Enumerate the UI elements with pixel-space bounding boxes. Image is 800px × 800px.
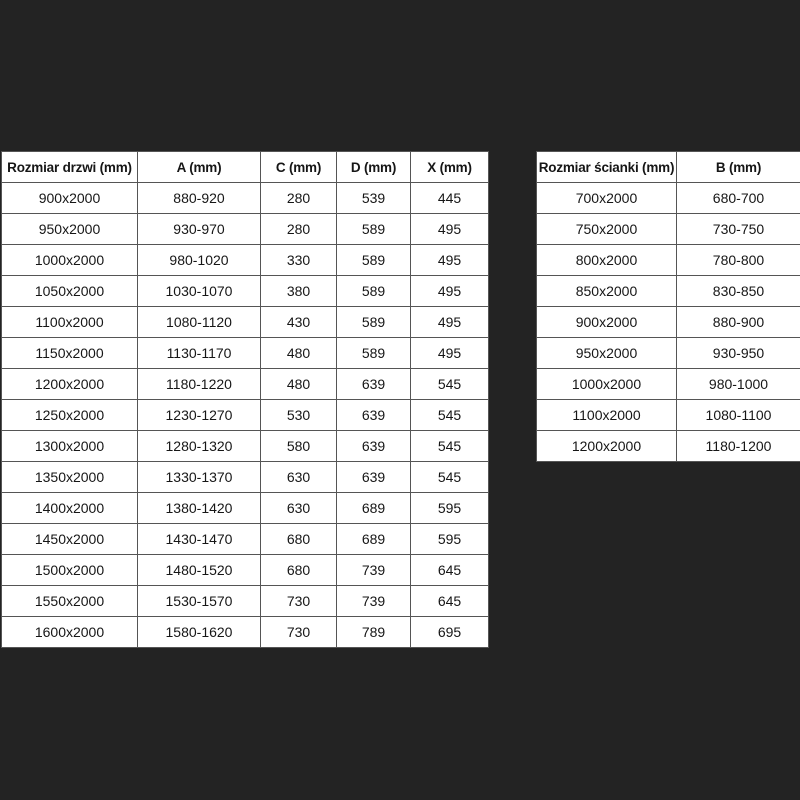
table-cell: 380 <box>261 276 337 307</box>
table-cell: 1430-1470 <box>138 524 261 555</box>
table-cell: 330 <box>261 245 337 276</box>
table-cell: 800x2000 <box>537 245 677 276</box>
column-header: Rozmiar ścianki (mm) <box>537 152 677 183</box>
wall-sizes-header-row <box>537 152 800 183</box>
table-cell: 639 <box>337 431 411 462</box>
table-row <box>537 369 800 400</box>
table-cell: 445 <box>411 183 489 214</box>
table-cell: 630 <box>261 493 337 524</box>
table-cell: 1100x2000 <box>537 400 677 431</box>
table-cell: 900x2000 <box>537 307 677 338</box>
table-cell: 1280-1320 <box>138 431 261 462</box>
table-row <box>2 586 489 617</box>
table-cell: 589 <box>337 276 411 307</box>
table-cell: 495 <box>411 214 489 245</box>
table-row <box>537 338 800 369</box>
column-header: D (mm) <box>337 152 411 183</box>
table-cell: 1500x2000 <box>2 555 138 586</box>
table-cell: 1380-1420 <box>138 493 261 524</box>
table-cell: 850x2000 <box>537 276 677 307</box>
table-cell: 1300x2000 <box>2 431 138 462</box>
table-cell: 730-750 <box>677 214 800 245</box>
table-cell: 730 <box>261 617 337 648</box>
table-cell: 1530-1570 <box>138 586 261 617</box>
table-cell: 1180-1220 <box>138 369 261 400</box>
table-row <box>2 462 489 493</box>
table-cell: 495 <box>411 338 489 369</box>
table-cell: 280 <box>261 183 337 214</box>
table-cell: 930-970 <box>138 214 261 245</box>
table-cell: 700x2000 <box>537 183 677 214</box>
table-row <box>2 400 489 431</box>
table-cell: 580 <box>261 431 337 462</box>
table-cell: 645 <box>411 586 489 617</box>
table-row <box>2 431 489 462</box>
table-cell: 680 <box>261 555 337 586</box>
table-cell: 680-700 <box>677 183 800 214</box>
table-row <box>2 214 489 245</box>
table-row <box>537 400 800 431</box>
table-cell: 980-1000 <box>677 369 800 400</box>
table-cell: 495 <box>411 245 489 276</box>
table-row <box>537 307 800 338</box>
table-cell: 480 <box>261 338 337 369</box>
table-cell: 630 <box>261 462 337 493</box>
table-cell: 1080-1100 <box>677 400 800 431</box>
column-header: Rozmiar drzwi (mm) <box>2 152 138 183</box>
table-cell: 495 <box>411 307 489 338</box>
table-cell: 739 <box>337 586 411 617</box>
table-cell: 689 <box>337 493 411 524</box>
table-cell: 1100x2000 <box>2 307 138 338</box>
table-cell: 780-800 <box>677 245 800 276</box>
table-cell: 639 <box>337 369 411 400</box>
table-cell: 980-1020 <box>138 245 261 276</box>
table-row <box>2 245 489 276</box>
table-cell: 1350x2000 <box>2 462 138 493</box>
table-cell: 495 <box>411 276 489 307</box>
table-row <box>2 555 489 586</box>
table-cell: 830-850 <box>677 276 800 307</box>
table-cell: 1230-1270 <box>138 400 261 431</box>
table-cell: 545 <box>411 462 489 493</box>
table-cell: 1600x2000 <box>2 617 138 648</box>
table-cell: 539 <box>337 183 411 214</box>
table-cell: 589 <box>337 307 411 338</box>
table-cell: 589 <box>337 214 411 245</box>
table-cell: 880-920 <box>138 183 261 214</box>
table-cell: 1150x2000 <box>2 338 138 369</box>
wall-sizes-table <box>536 151 800 462</box>
table-cell: 589 <box>337 338 411 369</box>
table-cell: 1200x2000 <box>2 369 138 400</box>
table-row <box>537 183 800 214</box>
table-row <box>537 276 800 307</box>
table-cell: 1000x2000 <box>2 245 138 276</box>
table-cell: 639 <box>337 400 411 431</box>
table-cell: 280 <box>261 214 337 245</box>
column-header: C (mm) <box>261 152 337 183</box>
table-cell: 880-900 <box>677 307 800 338</box>
table-row <box>537 245 800 276</box>
table-row <box>2 338 489 369</box>
table-row <box>2 493 489 524</box>
table-cell: 950x2000 <box>2 214 138 245</box>
table-cell: 1330-1370 <box>138 462 261 493</box>
table-cell: 1180-1200 <box>677 431 800 462</box>
table-row <box>2 369 489 400</box>
table-cell: 1580-1620 <box>138 617 261 648</box>
table-cell: 1050x2000 <box>2 276 138 307</box>
table-cell: 595 <box>411 524 489 555</box>
table-cell: 1080-1120 <box>138 307 261 338</box>
table-cell: 545 <box>411 431 489 462</box>
table-row <box>537 214 800 245</box>
table-cell: 645 <box>411 555 489 586</box>
table-cell: 680 <box>261 524 337 555</box>
column-header: X (mm) <box>411 152 489 183</box>
table-cell: 1550x2000 <box>2 586 138 617</box>
table-cell: 530 <box>261 400 337 431</box>
door-sizes-header-row <box>2 152 489 183</box>
table-cell: 930-950 <box>677 338 800 369</box>
table-cell: 595 <box>411 493 489 524</box>
table-cell: 1030-1070 <box>138 276 261 307</box>
table-cell: 589 <box>337 245 411 276</box>
table-cell: 430 <box>261 307 337 338</box>
table-cell: 480 <box>261 369 337 400</box>
table-cell: 1250x2000 <box>2 400 138 431</box>
table-row <box>2 307 489 338</box>
door-sizes-table <box>1 151 489 648</box>
table-cell: 639 <box>337 462 411 493</box>
table-cell: 545 <box>411 369 489 400</box>
table-cell: 750x2000 <box>537 214 677 245</box>
table-cell: 789 <box>337 617 411 648</box>
column-header: A (mm) <box>138 152 261 183</box>
table-cell: 1200x2000 <box>537 431 677 462</box>
table-cell: 1400x2000 <box>2 493 138 524</box>
table-row <box>2 617 489 648</box>
column-header: B (mm) <box>677 152 800 183</box>
table-cell: 1000x2000 <box>537 369 677 400</box>
table-cell: 689 <box>337 524 411 555</box>
table-cell: 1130-1170 <box>138 338 261 369</box>
table-cell: 950x2000 <box>537 338 677 369</box>
table-cell: 739 <box>337 555 411 586</box>
table-cell: 545 <box>411 400 489 431</box>
table-cell: 1450x2000 <box>2 524 138 555</box>
table-row <box>537 431 800 462</box>
table-cell: 730 <box>261 586 337 617</box>
table-cell: 900x2000 <box>2 183 138 214</box>
table-cell: 1480-1520 <box>138 555 261 586</box>
table-cell: 695 <box>411 617 489 648</box>
table-row <box>2 524 489 555</box>
table-row <box>2 276 489 307</box>
table-row <box>2 183 489 214</box>
